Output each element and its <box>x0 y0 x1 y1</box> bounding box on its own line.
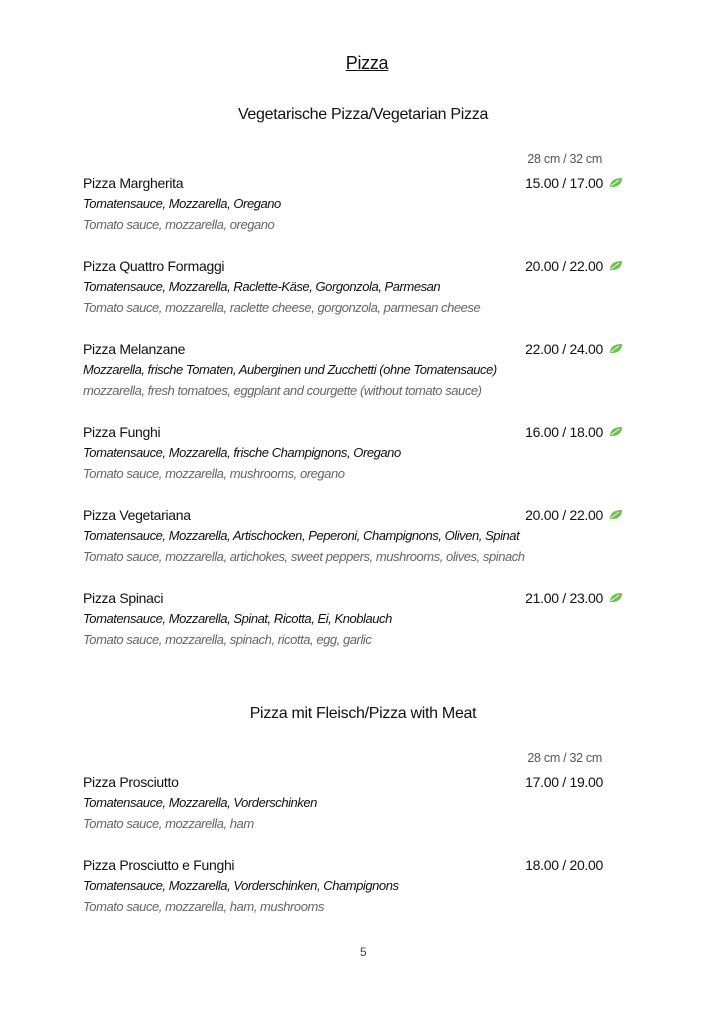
item-description-de: Tomatensauce, Mozzarella, Oregano <box>83 196 281 211</box>
leaf-icon <box>609 341 623 357</box>
vegetarian-section <box>83 106 623 670</box>
meat-section <box>83 705 623 937</box>
item-name: Pizza Prosciutto <box>83 773 179 790</box>
item-description-de: Tomatensauce, Mozzarella, Vorderschinken, Champignons <box>83 878 399 893</box>
size-label: 28 cm / 32 cm <box>527 152 602 166</box>
page-title: Pizza <box>345 53 389 73</box>
item-price <box>525 424 623 440</box>
item-description-de: Tomatensauce, Mozzarella, Artischocken, Peperoni, Champignons, Oliven, Spinat <box>83 528 520 543</box>
page-number: 5 <box>360 945 367 959</box>
menu-item <box>83 172 623 235</box>
menu-item <box>83 421 623 484</box>
item-name: Pizza Prosciutto e Funghi <box>83 856 235 873</box>
item-description-de: Tomatensauce, Mozzarella, Spinat, Ricotta, Ei, Knoblauch <box>83 611 392 626</box>
menu-item <box>83 255 623 318</box>
section-heading: Pizza mit Fleisch/Pizza with Meat <box>249 705 477 722</box>
item-description-en: Tomato sauce, mozzarella, spinach, ricotta, egg, garlic <box>83 632 372 647</box>
item-description-de: Tomatensauce, Mozzarella, Raclette-Käse, Gorgonzola, Parmesan <box>83 279 441 294</box>
item-name: Pizza Quattro Formaggi <box>83 257 225 274</box>
leaf-icon <box>609 590 623 606</box>
item-description-de: Tomatensauce, Mozzarella, Vorderschinken <box>83 795 317 810</box>
item-price <box>525 175 623 191</box>
item-name: Pizza Spinaci <box>83 589 164 606</box>
item-description-en: Tomato sauce, mozzarella, ham, mushrooms <box>83 899 324 914</box>
leaf-icon <box>609 175 623 191</box>
item-price <box>525 258 623 274</box>
price-text: 17.00 / 19.00 <box>525 773 603 790</box>
leaf-icon <box>609 258 623 274</box>
menu-item <box>83 854 623 917</box>
menu-item <box>83 338 623 401</box>
item-price <box>525 774 623 790</box>
item-name: Pizza Melanzane <box>83 340 186 357</box>
item-description-en: Tomato sauce, mozzarella, ham <box>83 816 254 831</box>
item-description-de: Mozzarella, frische Tomaten, Auberginen und Zucchetti (ohne Tomatensauce) <box>83 362 497 377</box>
section-heading: Vegetarische Pizza/Vegetarian Pizza <box>237 106 489 123</box>
price-text: 16.00 / 18.00 <box>525 423 603 440</box>
price-text: 21.00 / 23.00 <box>525 589 603 606</box>
item-description-en: mozzarella, fresh tomatoes, eggplant and courgette (without tomato sauce) <box>83 383 482 398</box>
leaf-icon <box>609 507 623 523</box>
item-name: Pizza Margherita <box>83 174 184 191</box>
size-label: 28 cm / 32 cm <box>527 751 602 765</box>
leaf-icon <box>609 424 623 440</box>
price-text: 22.00 / 24.00 <box>525 340 603 357</box>
price-text: 20.00 / 22.00 <box>525 257 603 274</box>
item-description-en: Tomato sauce, mozzarella, mushrooms, oregano <box>83 466 345 481</box>
item-description-en: Tomato sauce, mozzarella, raclette cheese, gorgonzola, parmesan cheese <box>83 300 481 315</box>
item-description-de: Tomatensauce, Mozzarella, frische Champignons, Oregano <box>83 445 401 460</box>
menu-item <box>83 504 623 567</box>
price-text: 18.00 / 20.00 <box>525 856 603 873</box>
item-price <box>525 341 623 357</box>
item-description-en: Tomato sauce, mozzarella, oregano <box>83 217 275 232</box>
item-price <box>525 507 623 523</box>
menu-item <box>83 587 623 650</box>
price-text: 20.00 / 22.00 <box>525 506 603 523</box>
price-text: 15.00 / 17.00 <box>525 174 603 191</box>
item-price <box>525 857 623 873</box>
menu-item <box>83 771 623 834</box>
item-name: Pizza Vegetariana <box>83 506 191 523</box>
item-price <box>525 590 623 606</box>
item-description-en: Tomato sauce, mozzarella, artichokes, sweet peppers, mushrooms, olives, spinach <box>83 549 525 564</box>
item-name: Pizza Funghi <box>83 423 161 440</box>
